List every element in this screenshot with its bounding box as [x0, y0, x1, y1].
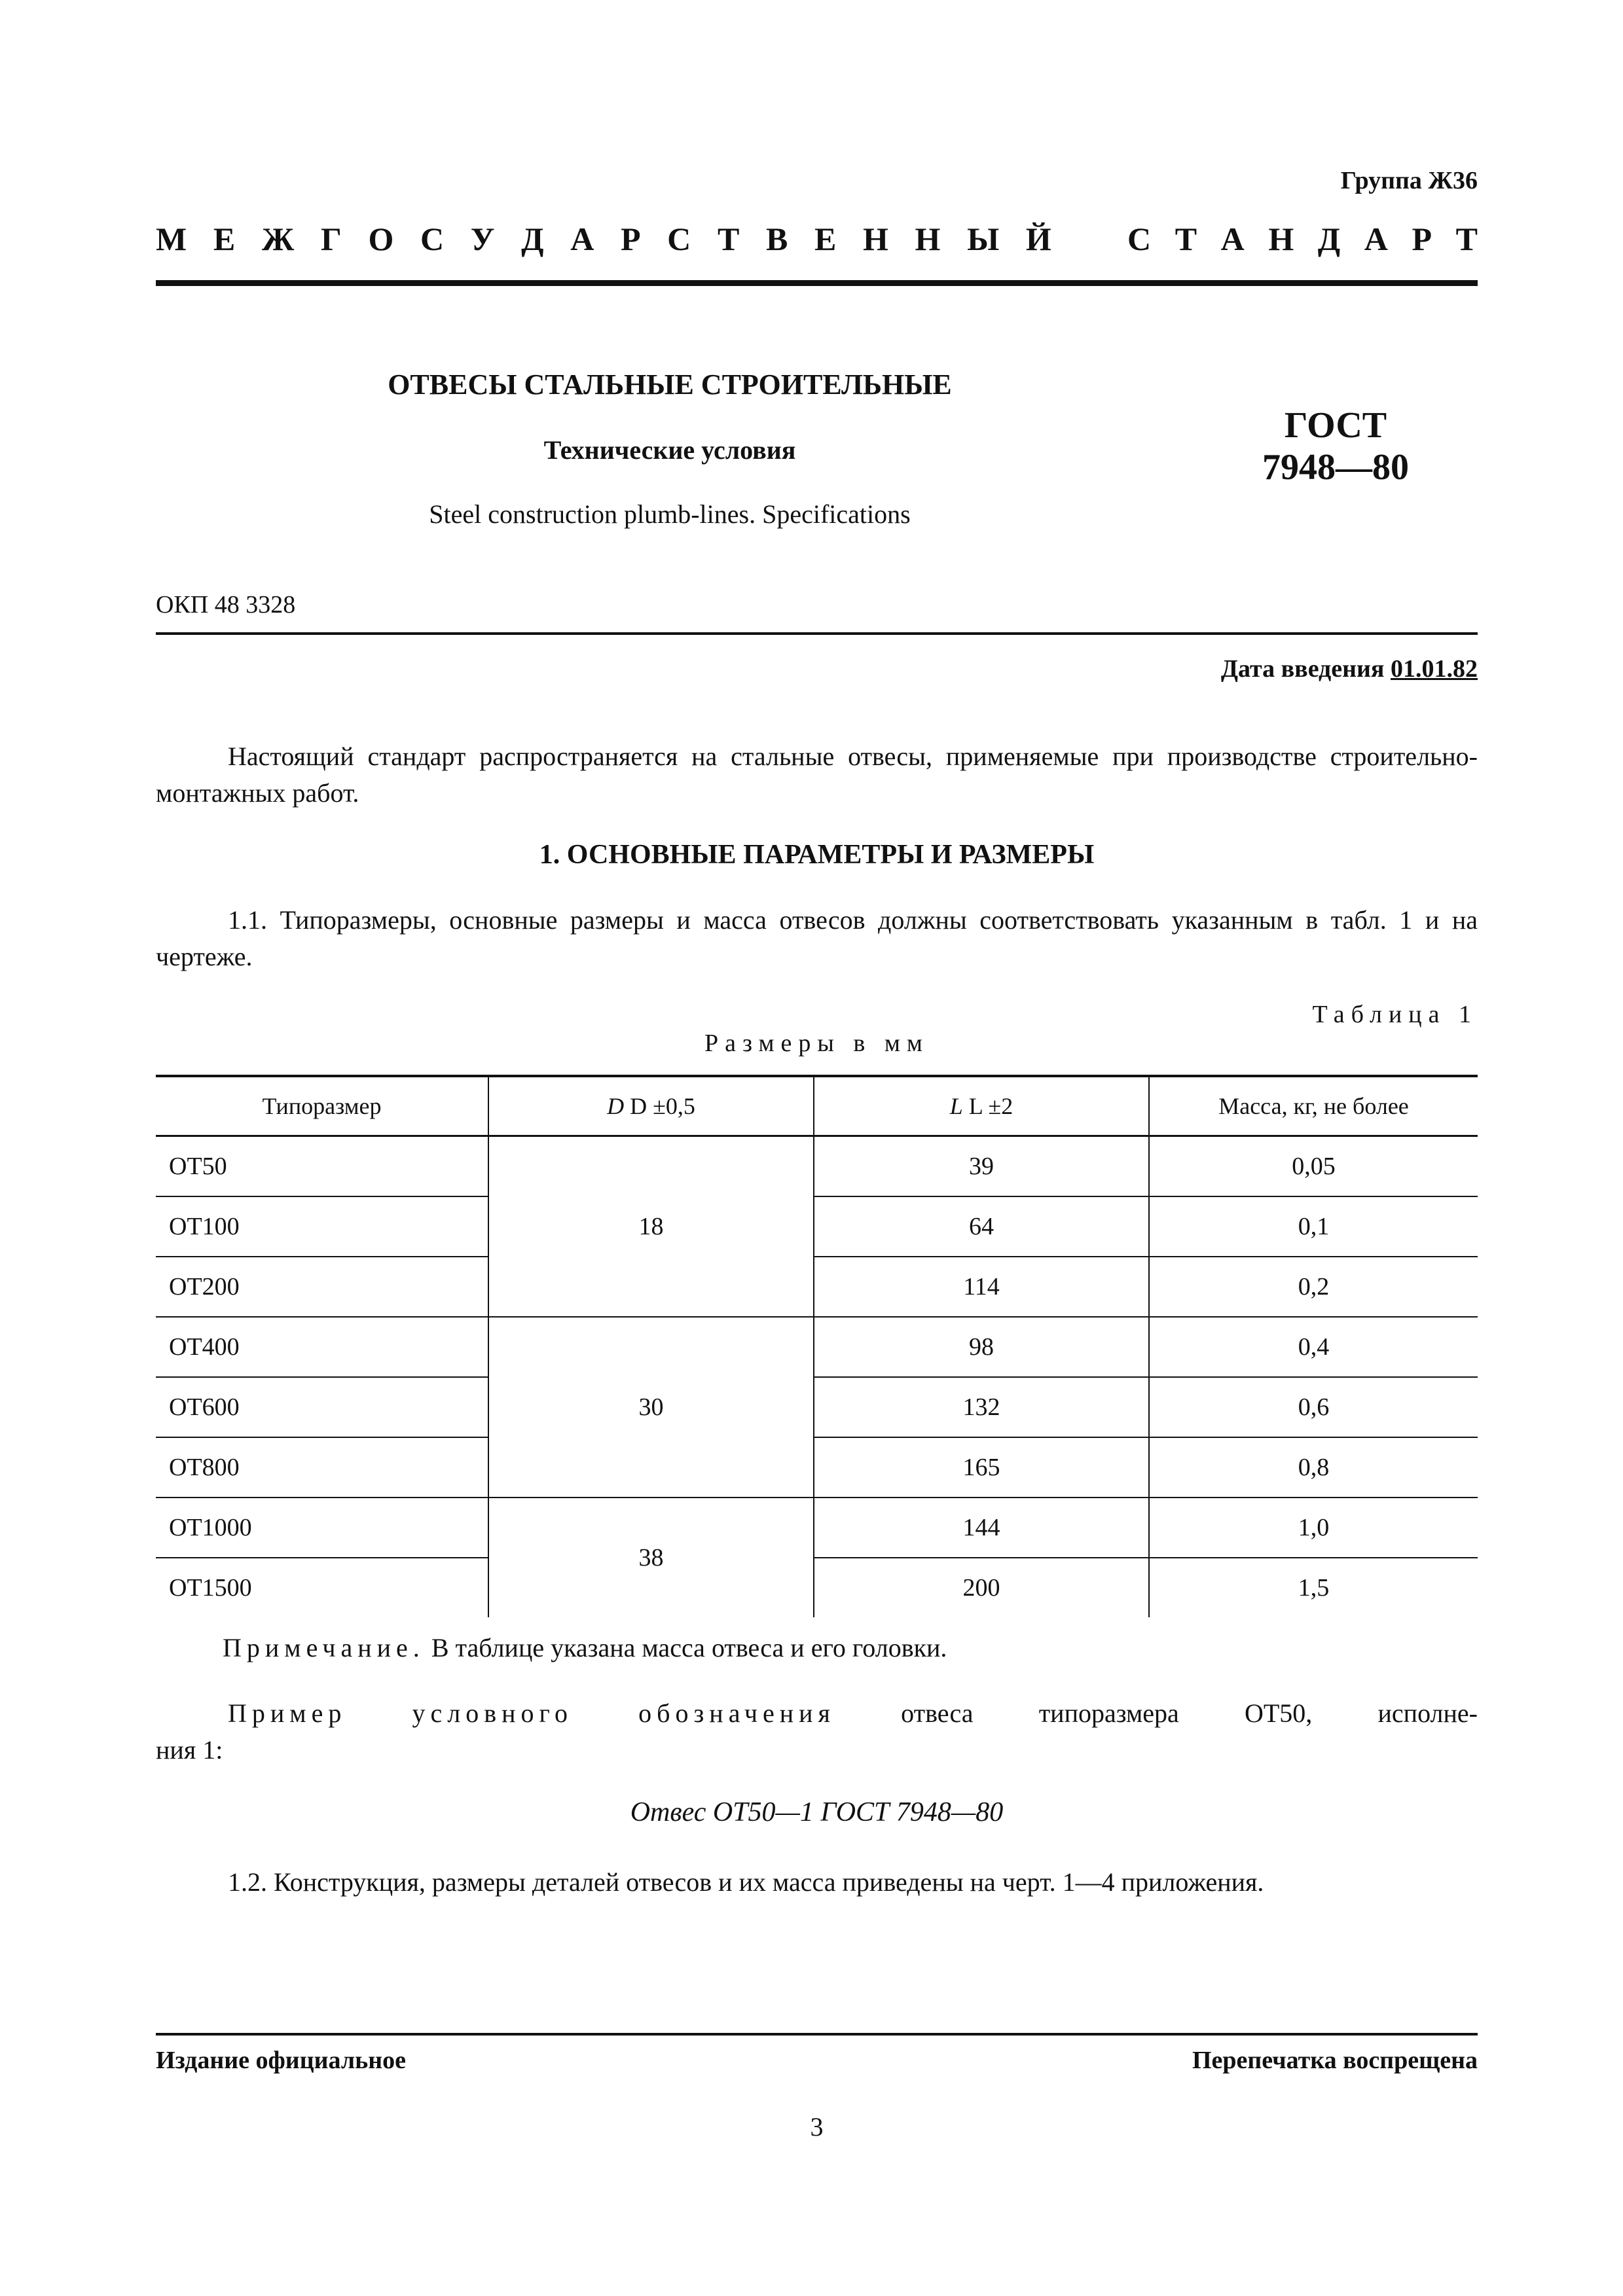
- cell-size: ОТ50: [156, 1136, 488, 1197]
- table-row: [156, 1377, 1478, 1437]
- banner-letter: Т: [1175, 221, 1197, 257]
- cell-length: 144: [814, 1498, 1149, 1558]
- col-header-diameter: D D ±0,5: [488, 1076, 814, 1136]
- cell-mass: 0,1: [1149, 1196, 1478, 1257]
- note-text: В таблице указана масса отвеса и его головки.: [424, 1633, 947, 1662]
- banner-letter: Е: [213, 221, 236, 257]
- col-header-size: Типоразмер: [156, 1076, 488, 1136]
- cell-length: 200: [814, 1558, 1149, 1617]
- cell-diameter: 38: [488, 1498, 814, 1617]
- banner-letter: М: [156, 221, 187, 257]
- designation-example-line2: ния 1:: [156, 1735, 223, 1765]
- banner-letter: А: [1364, 221, 1388, 257]
- cell-size: ОТ200: [156, 1257, 488, 1317]
- cell-length: 39: [814, 1136, 1149, 1197]
- table-row: [156, 1257, 1478, 1317]
- effective-date-label: Дата введения: [1220, 655, 1391, 683]
- cell-mass: 1,5: [1149, 1558, 1478, 1617]
- col-header-length-text: L ±2: [968, 1093, 1013, 1119]
- designation-example-line1: [156, 1695, 1478, 1732]
- banner-letter: Н: [915, 221, 941, 257]
- banner-word-interstate: [156, 220, 1051, 258]
- cell-mass: 0,6: [1149, 1377, 1478, 1437]
- banner-word-standard: [1127, 220, 1478, 258]
- dimensions-table: [156, 1075, 1478, 1617]
- table-row: [156, 1196, 1478, 1257]
- cell-size: ОТ1000: [156, 1498, 488, 1558]
- col-header-diameter-text: D ±0,5: [630, 1093, 695, 1119]
- table-row: [156, 1437, 1478, 1498]
- document-title: ОТВЕСЫ СТАЛЬНЫЕ СТРОИТЕЛЬНЫЕ: [388, 368, 952, 401]
- clause-1-2: 1.2. Конструкция, размеры деталей отвесов и их масса приведены на черт. 1—4 приложения.: [228, 1867, 1264, 1897]
- table-note: [223, 1632, 947, 1663]
- gost-number: [1218, 404, 1453, 488]
- col-header-length: L L ±2: [814, 1076, 1149, 1136]
- banner-letter: В: [765, 221, 788, 257]
- banner-letter: Н: [1268, 221, 1294, 257]
- banner-letter: Г: [320, 221, 342, 257]
- title-rule: [156, 632, 1478, 635]
- cell-length: 114: [814, 1257, 1149, 1317]
- col-header-mass: Масса, кг, не более: [1149, 1076, 1478, 1136]
- table-units: Размеры в мм: [704, 1030, 929, 1057]
- note-label: Примечание.: [223, 1633, 425, 1662]
- example-word: отвеса: [901, 1698, 974, 1728]
- banner-letter: А: [1220, 221, 1245, 257]
- banner-letter: С: [1127, 221, 1152, 257]
- banner-letter: У: [470, 221, 495, 257]
- cell-mass: 0,2: [1149, 1257, 1478, 1317]
- cell-diameter: 18: [488, 1136, 814, 1318]
- banner-letter: Ж: [261, 221, 295, 257]
- banner-letter: А: [570, 221, 594, 257]
- cell-length: 165: [814, 1437, 1149, 1498]
- banner-letter: Д: [1317, 221, 1341, 257]
- effective-date-value: 01.01.82: [1391, 655, 1478, 683]
- footer-reprint-notice: Перепечатка воспрещена: [1192, 2047, 1478, 2074]
- cell-size: ОТ800: [156, 1437, 488, 1498]
- banner-letter: С: [420, 221, 445, 257]
- gost-code: 7948—80: [1262, 447, 1409, 488]
- table-row: [156, 1317, 1478, 1377]
- gost-label: ГОСТ: [1284, 405, 1387, 446]
- cell-mass: 0,4: [1149, 1317, 1478, 1377]
- page-number: 3: [810, 2112, 824, 2142]
- banner-letter: Т: [717, 221, 740, 257]
- group-code: Группа Ж36: [1340, 167, 1478, 194]
- banner-letter: О: [368, 221, 394, 257]
- example-word: Пример: [228, 1698, 347, 1728]
- table-header-row: [156, 1076, 1478, 1136]
- footer-edition: Издание официальное: [156, 2047, 407, 2074]
- designation-example: [156, 1695, 1478, 1768]
- cell-diameter: 30: [488, 1317, 814, 1498]
- table-number: Таблица 1: [1312, 1001, 1478, 1028]
- banner-letter: Д: [521, 221, 544, 257]
- cell-size: ОТ600: [156, 1377, 488, 1437]
- cell-mass: 1,0: [1149, 1498, 1478, 1558]
- okp-code: ОКП 48 3328: [156, 591, 296, 619]
- example-word: условного: [412, 1698, 573, 1728]
- banner-letter: Р: [1412, 221, 1432, 257]
- table-row: [156, 1136, 1478, 1197]
- table-row: [156, 1498, 1478, 1558]
- document-subtitle: Технические условия: [543, 435, 796, 465]
- section-heading: 1. ОСНОВНЫЕ ПАРАМЕТРЫ И РАЗМЕРЫ: [539, 840, 1095, 870]
- effective-date: [1221, 655, 1478, 683]
- interstate-standard-banner: [156, 220, 1478, 258]
- intro-paragraph: Настоящий стандарт распространяется на стальные отвесы, применяемые при производстве строительно-монтажных работ.: [156, 742, 1478, 808]
- banner-letter: Т: [1455, 221, 1478, 257]
- cell-length: 132: [814, 1377, 1149, 1437]
- cell-size: ОТ1500: [156, 1558, 488, 1617]
- document-title-english: Steel construction plumb-lines. Specifications: [429, 499, 911, 529]
- clause-1-1: 1.1. Типоразмеры, основные размеры и масса отвесов должны соответствовать указанным в табл. 1 и на чертеже.: [156, 905, 1478, 971]
- cell-mass: 0,05: [1149, 1136, 1478, 1197]
- example-word: исполне-: [1377, 1698, 1478, 1728]
- designation-formula: Отвес ОТ50—1 ГОСТ 7948—80: [630, 1797, 1004, 1827]
- example-word: типоразмера: [1038, 1698, 1179, 1728]
- banner-letter: Ы: [967, 221, 1000, 257]
- cell-length: 98: [814, 1317, 1149, 1377]
- cell-size: ОТ100: [156, 1196, 488, 1257]
- cell-mass: 0,8: [1149, 1437, 1478, 1498]
- banner-letter: Н: [862, 221, 888, 257]
- table-row: [156, 1558, 1478, 1617]
- banner-letter: Е: [814, 221, 837, 257]
- cell-length: 64: [814, 1196, 1149, 1257]
- footer-rule: [156, 2033, 1478, 2036]
- banner-letter: Р: [620, 221, 641, 257]
- banner-letter: Й: [1025, 221, 1051, 257]
- header-rule: [156, 280, 1478, 286]
- example-word: ОТ50,: [1244, 1698, 1313, 1728]
- banner-letter: С: [667, 221, 691, 257]
- example-word: обозначения: [638, 1698, 835, 1728]
- cell-size: ОТ400: [156, 1317, 488, 1377]
